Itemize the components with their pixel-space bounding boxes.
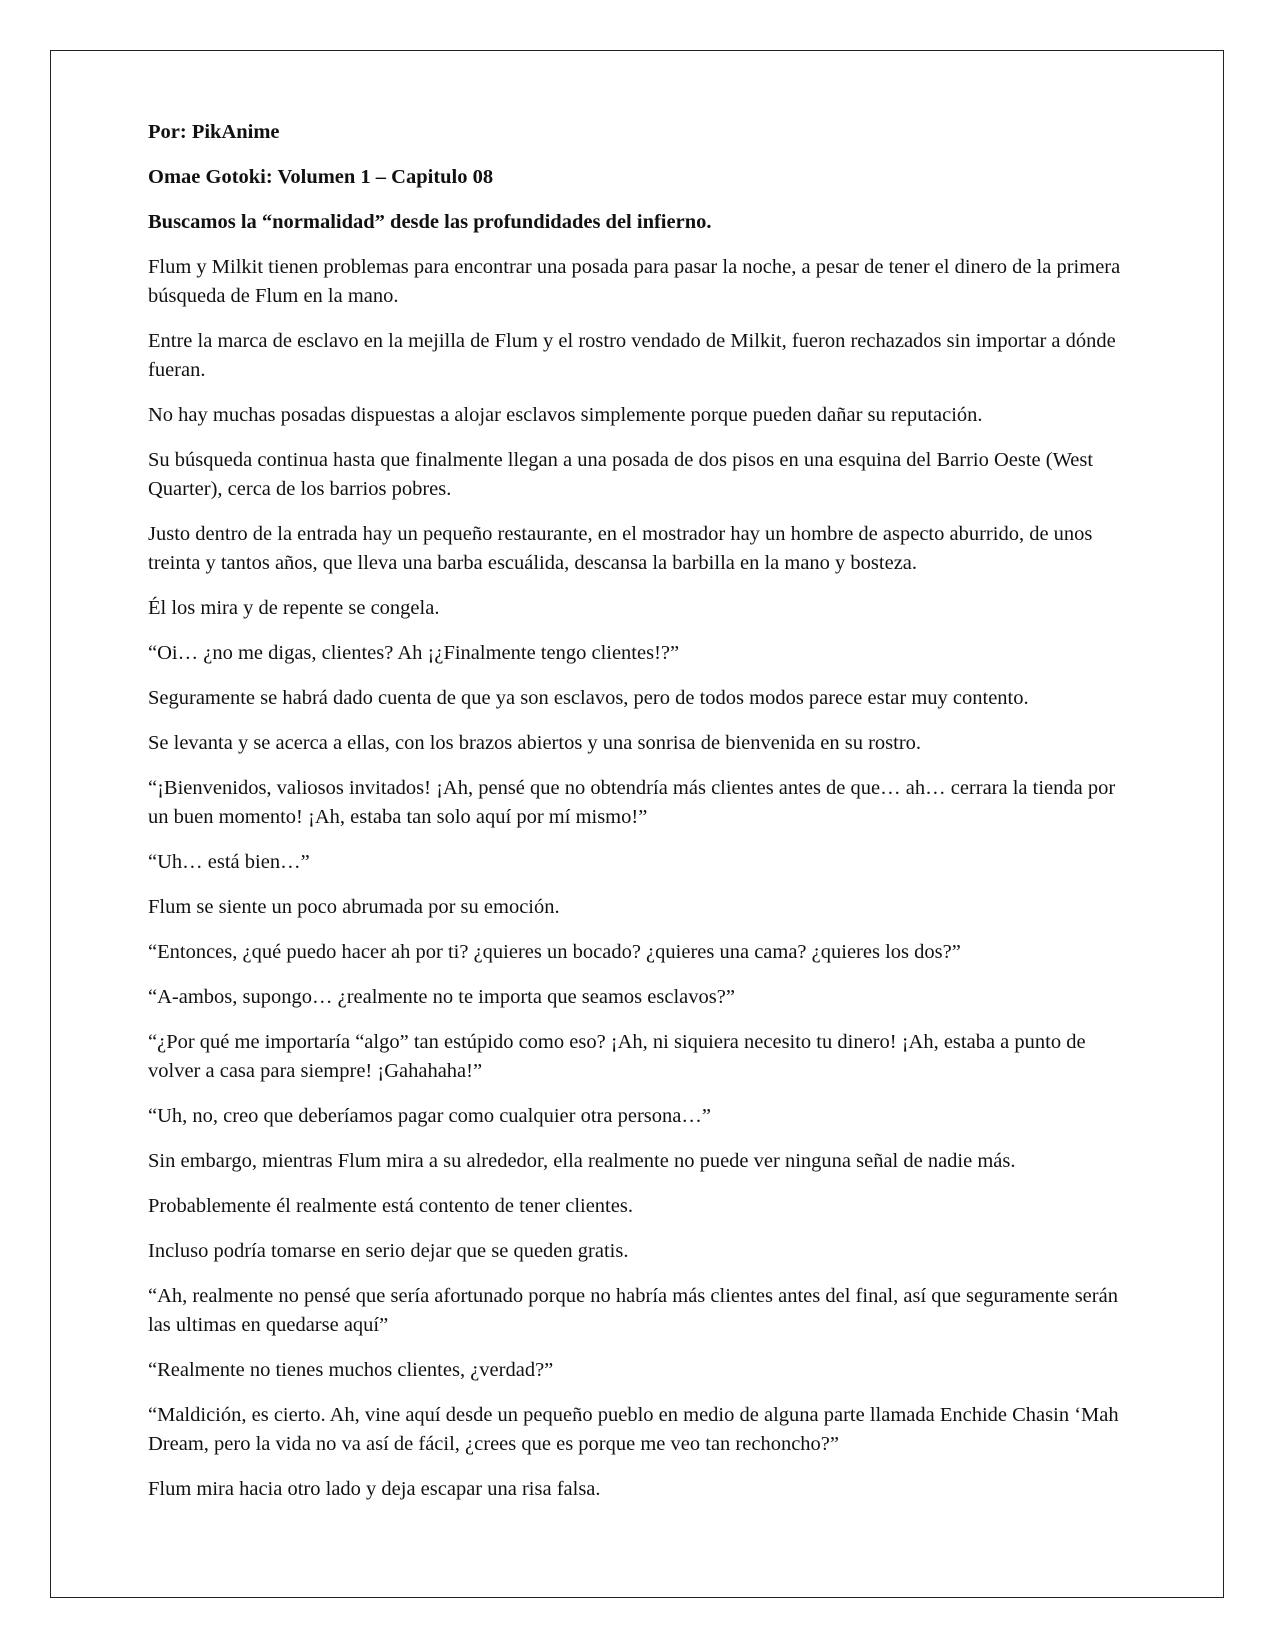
paragraph: Sin embargo, mientras Flum mira a su alrededor, ella realmente no puede ver ninguna señal de nadie más.: [148, 1150, 1016, 1172]
paragraph: “Entonces, ¿qué puedo hacer ah por ti? ¿quieres un bocado? ¿quieres una cama? ¿quieres los dos?”: [148, 941, 961, 963]
paragraph: “Oi… ¿no me digas, clientes? Ah ¡¿Finalmente tengo clientes!?”: [148, 642, 680, 664]
paragraph: Flum y Milkit tienen problemas para encontrar una posada para pasar la noche, a pesar de tener el dinero de la primera búsqueda de Flum en la mano.: [148, 256, 1121, 307]
chapter-subtitle: Buscamos la “normalidad” desde las profundidades del infierno.: [148, 211, 712, 233]
paragraph: No hay muchas posadas dispuestas a alojar esclavos simplemente porque pueden dañar su reputación.: [148, 404, 983, 426]
paragraph: “¡Bienvenidos, valiosos invitados! ¡Ah, pensé que no obtendría más clientes antes de que… ah… cerrara la tienda por un buen momento! ¡Ah, estaba tan solo aquí por mí mismo!”: [148, 777, 1116, 828]
chapter-title: Omae Gotoki: Volumen 1 – Capitulo 08: [148, 166, 494, 188]
paragraph: “Uh… está bien…”: [148, 851, 310, 873]
paragraph: Seguramente se habrá dado cuenta de que ya son esclavos, pero de todos modos parece estar muy contento.: [148, 687, 1029, 709]
paragraph: Él los mira y de repente se congela.: [148, 597, 440, 619]
paragraph: Su búsqueda continua hasta que finalmente llegan a una posada de dos pisos en una esquina del Barrio Oeste (West Quarter), cerca de los barrios pobres.: [148, 449, 1094, 500]
paragraph: “Ah, realmente no pensé que sería afortunado porque no habría más clientes antes del final, así que seguramente serán las ultimas en quedarse aquí”: [148, 1285, 1118, 1336]
document-body: [148, 118, 1138, 1520]
paragraph: Flum mira hacia otro lado y deja escapar una risa falsa.: [148, 1478, 601, 1500]
paragraph: “¿Por qué me importaría “algo” tan estúpido como eso? ¡Ah, ni siquiera necesito tu dinero! ¡Ah, estaba a punto de volver a casa para siempre! ¡Gahahaha!”: [148, 1031, 1086, 1082]
author-line: Por: PikAnime: [148, 121, 280, 143]
paragraph: “Maldición, es cierto. Ah, vine aquí desde un pequeño pueblo en medio de alguna parte llamada Enchide Chasin ‘Mah Dream, pero la vida no va así de fácil, ¿crees que es porque me veo tan rechoncho?”: [148, 1404, 1119, 1455]
paragraph: Entre la marca de esclavo en la mejilla de Flum y el rostro vendado de Milkit, fueron rechazados sin importar a dónde fueran.: [148, 330, 1116, 381]
paragraph: Se levanta y se acerca a ellas, con los brazos abiertos y una sonrisa de bienvenida en su rostro.: [148, 732, 922, 754]
paragraph: Incluso podría tomarse en serio dejar que se queden gratis.: [148, 1240, 629, 1262]
paragraph: “Realmente no tienes muchos clientes, ¿verdad?”: [148, 1359, 554, 1381]
paragraph: “A-ambos, supongo… ¿realmente no te importa que seamos esclavos?”: [148, 986, 735, 1008]
paragraph: Justo dentro de la entrada hay un pequeño restaurante, en el mostrador hay un hombre de aspecto aburrido, de unos treinta y tantos años, que lleva una barba escuálida, descansa la barbilla en la mano y bosteza.: [148, 523, 1093, 574]
paragraph: Flum se siente un poco abrumada por su emoción.: [148, 896, 560, 918]
paragraph: Probablemente él realmente está contento de tener clientes.: [148, 1195, 633, 1217]
paragraph: “Uh, no, creo que deberíamos pagar como cualquier otra persona…”: [148, 1105, 711, 1127]
